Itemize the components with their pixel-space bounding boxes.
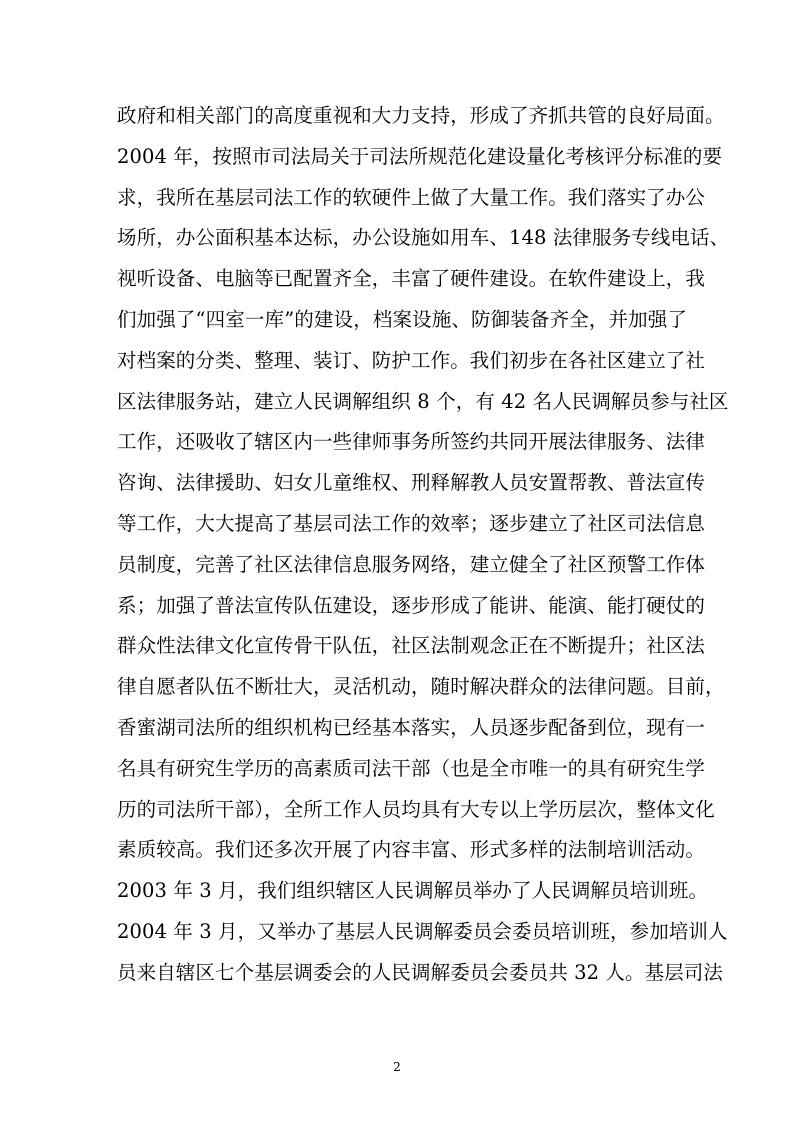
text-line-content: 2004 年 3 月，又举办了基层人民调解委员会委员培训班，参加培训人 xyxy=(117,919,728,943)
text-line-content: 员来自辖区七个基层调委会的人民调解委员会委员共 32 人。基层司法 xyxy=(117,960,724,984)
text-line-content: 群众性法律文化宣传骨干队伍，社区法制观念正在不断提升；社区法 xyxy=(117,634,706,658)
text-line xyxy=(117,96,725,137)
text-line xyxy=(117,667,725,708)
text-line-content: 对档案的分类、整理、装订、防护工作。我们初步在各社区建立了社 xyxy=(117,348,706,372)
text-line-content: 场所，办公面积基本达标，办公设施如用车、148 法律服务专线电话、 xyxy=(117,226,730,250)
text-line xyxy=(117,300,687,341)
text-line xyxy=(117,178,706,219)
text-line xyxy=(117,422,706,463)
text-line-content: 员制度，完善了社区法律信息服务网络，建立健全了社区预警工作体 xyxy=(117,552,706,576)
text-line-content: 律自愿者队伍不断壮大，灵活机动，随时解决群众的法律问题。目前， xyxy=(117,675,725,699)
text-line-content: 2003 年 3 月，我们组织辖区人民调解员举办了人民调解员培训班。 xyxy=(117,879,709,903)
text-line-content: 区法律服务站，建立人民调解组织 8 个，有 42 名人民调解员参与社区 xyxy=(117,389,729,413)
text-line xyxy=(117,871,709,912)
text-line xyxy=(117,912,728,953)
text-line-content: 求，我所在基层司法工作的软硬件上做了大量工作。我们落实了办公 xyxy=(117,185,706,209)
text-line-content: 工作，还吸收了辖区内一些律师事务所签约共同开展法律服务、法律 xyxy=(117,430,706,454)
text-line xyxy=(117,341,706,382)
text-line xyxy=(117,626,706,667)
text-line-content: 素质较高。我们还多次开展了内容丰富、形式多样的法制培训活动。 xyxy=(117,838,706,862)
text-line xyxy=(117,545,706,586)
text-line-content: 咨询、法律援助、妇女儿童维权、刑释解教人员安置帮教、普法宣传 xyxy=(117,471,706,495)
text-line xyxy=(117,259,706,300)
text-line-content: 名具有研究生学历的高素质司法干部（也是全市唯一的具有研究生学 xyxy=(117,756,706,780)
text-line-content: 等工作，大大提高了基层司法工作的效率；逐步建立了社区司法信息 xyxy=(117,511,706,535)
text-line-content: 们加强了“四室一库”的建设，档案设施、防御装备齐全，并加强了 xyxy=(117,307,687,331)
text-line xyxy=(117,708,706,749)
text-line xyxy=(117,586,706,627)
text-line xyxy=(117,790,715,831)
text-line-content: 系；加强了普法宣传队伍建设，逐步形成了能讲、能演、能打硬仗的 xyxy=(117,593,706,617)
text-line xyxy=(117,218,730,259)
text-line-content: 历的司法所干部），全所工作人员均具有大专以上学历层次，整体文化 xyxy=(117,797,715,821)
page-number: 2 xyxy=(393,1060,401,1074)
text-line-content: 政府和相关部门的高度重视和大力支持，形成了齐抓共管的良好局面。 xyxy=(117,104,725,127)
body-text xyxy=(117,96,730,994)
text-line xyxy=(117,382,729,423)
text-line-content: 视听设备、电脑等已配置齐全，丰富了硬件建设。在软件建设上，我 xyxy=(117,267,706,291)
text-line-content: 香蜜湖司法所的组织机构已经基本落实，人员逐步配备到位，现有一 xyxy=(117,715,706,739)
text-line xyxy=(117,830,706,871)
text-line xyxy=(117,504,706,545)
text-line xyxy=(117,137,723,178)
text-line xyxy=(117,953,724,994)
text-line xyxy=(117,749,706,790)
text-line-content: 2004 年，按照市司法局关于司法所规范化建设量化考核评分标准的要 xyxy=(117,144,723,168)
text-line xyxy=(117,463,706,504)
